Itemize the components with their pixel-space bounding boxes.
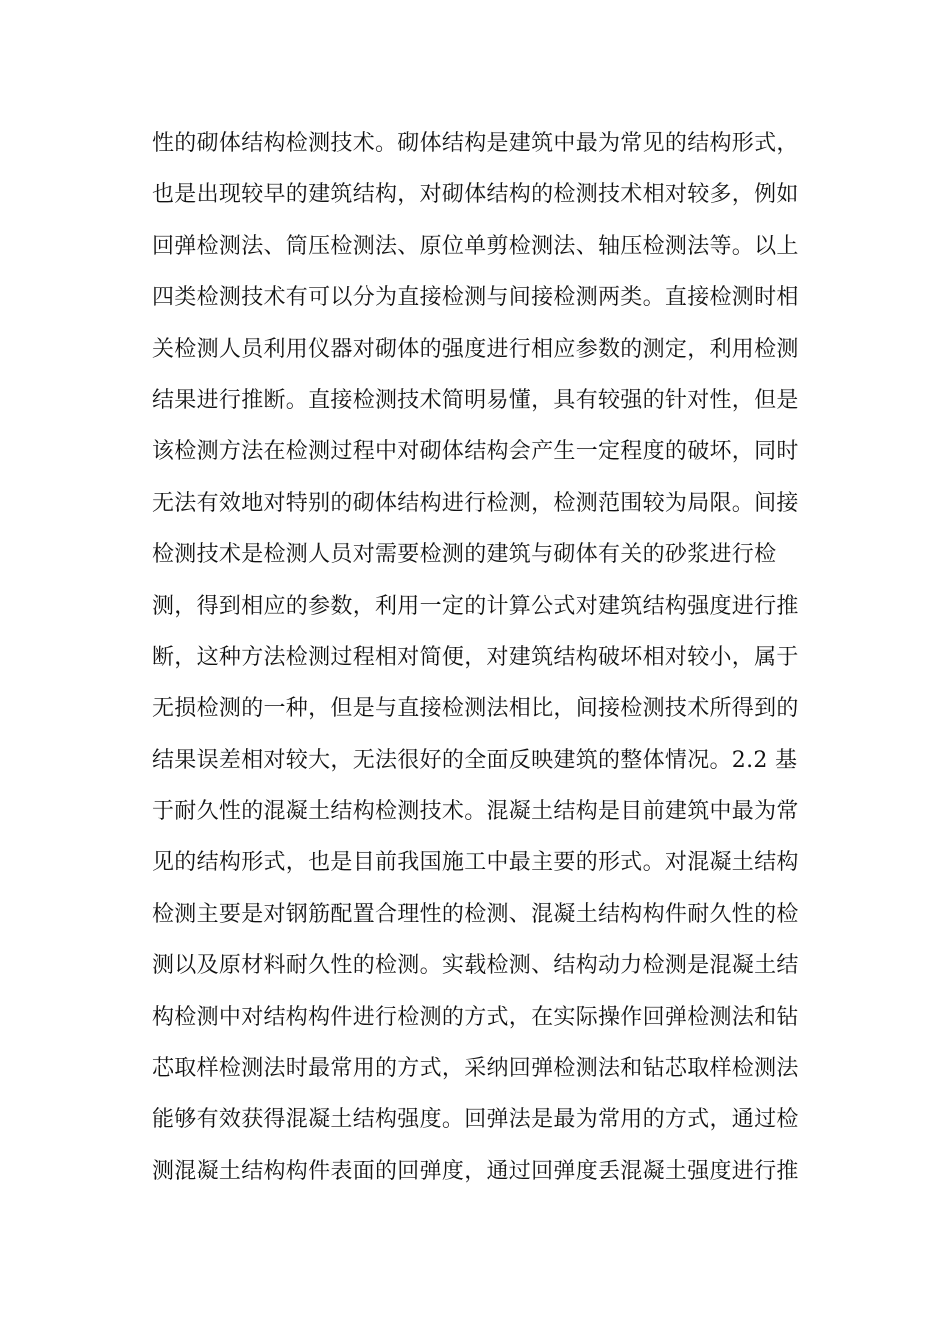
text-line: 于耐久性的混凝土结构检测技术。混凝土结构是目前建筑中最为常: [152, 799, 799, 825]
text-line: 断，这种方法检测过程相对简便，对建筑结构破坏相对较小，属于: [152, 644, 799, 670]
text-line: 测以及原材料耐久性的检测。实载检测、结构动力检测是混凝土结: [152, 953, 799, 979]
text-line: 检测主要是对钢筋配置合理性的检测、混凝土结构构件耐久性的检: [152, 901, 799, 927]
text-line: 构检测中对结构构件进行检测的方式，在实际操作回弹检测法和钻: [152, 1004, 799, 1030]
text-line: 结果误差相对较大，无法很好的全面反映建筑的整体情况。2.2 基: [152, 747, 798, 773]
text-line: 回弹检测法、筒压检测法、原位单剪检测法、轴压检测法等。以上: [152, 233, 799, 259]
text-line: 测，得到相应的参数，利用一定的计算公式对建筑结构强度进行推: [152, 593, 799, 619]
text-line: 四类检测技术有可以分为直接检测与间接检测两类。直接检测时相: [152, 285, 799, 311]
text-line: 关检测人员利用仪器对砌体的强度进行相应参数的测定，利用检测: [152, 336, 799, 362]
text-line: 结果进行推断。直接检测技术简明易懂，具有较强的针对性，但是: [152, 387, 799, 413]
text-line: 无损检测的一种，但是与直接检测法相比，间接检测技术所得到的: [152, 696, 799, 722]
text-line: 检测技术是检测人员对需要检测的建筑与砌体有关的砂浆进行检: [152, 542, 777, 568]
text-line: 性的砌体结构检测技术。砌体结构是建筑中最为常见的结构形式，: [152, 131, 799, 156]
text-line: 见的结构形式，也是目前我国施工中最主要的形式。对混凝土结构: [152, 850, 799, 876]
text-line: 也是出现较早的建筑结构，对砌体结构的检测技术相对较多，例如: [152, 182, 799, 208]
text-line: 该检测方法在检测过程中对砌体结构会产生一定程度的破坏，同时: [152, 439, 799, 465]
text-line: 测混凝土结构构件表面的回弹度，通过回弹度丢混凝土强度进行推: [152, 1158, 799, 1184]
text-line: 无法有效地对特别的砌体结构进行检测，检测范围较为局限。间接: [152, 490, 799, 516]
text-line: 能够有效获得混凝土结构强度。回弹法是最为常用的方式，通过检: [152, 1107, 799, 1133]
body-text: [152, 118, 812, 1197]
text-line: 芯取样检测法时最常用的方式，采纳回弹检测法和钻芯取样检测法: [152, 1056, 799, 1082]
